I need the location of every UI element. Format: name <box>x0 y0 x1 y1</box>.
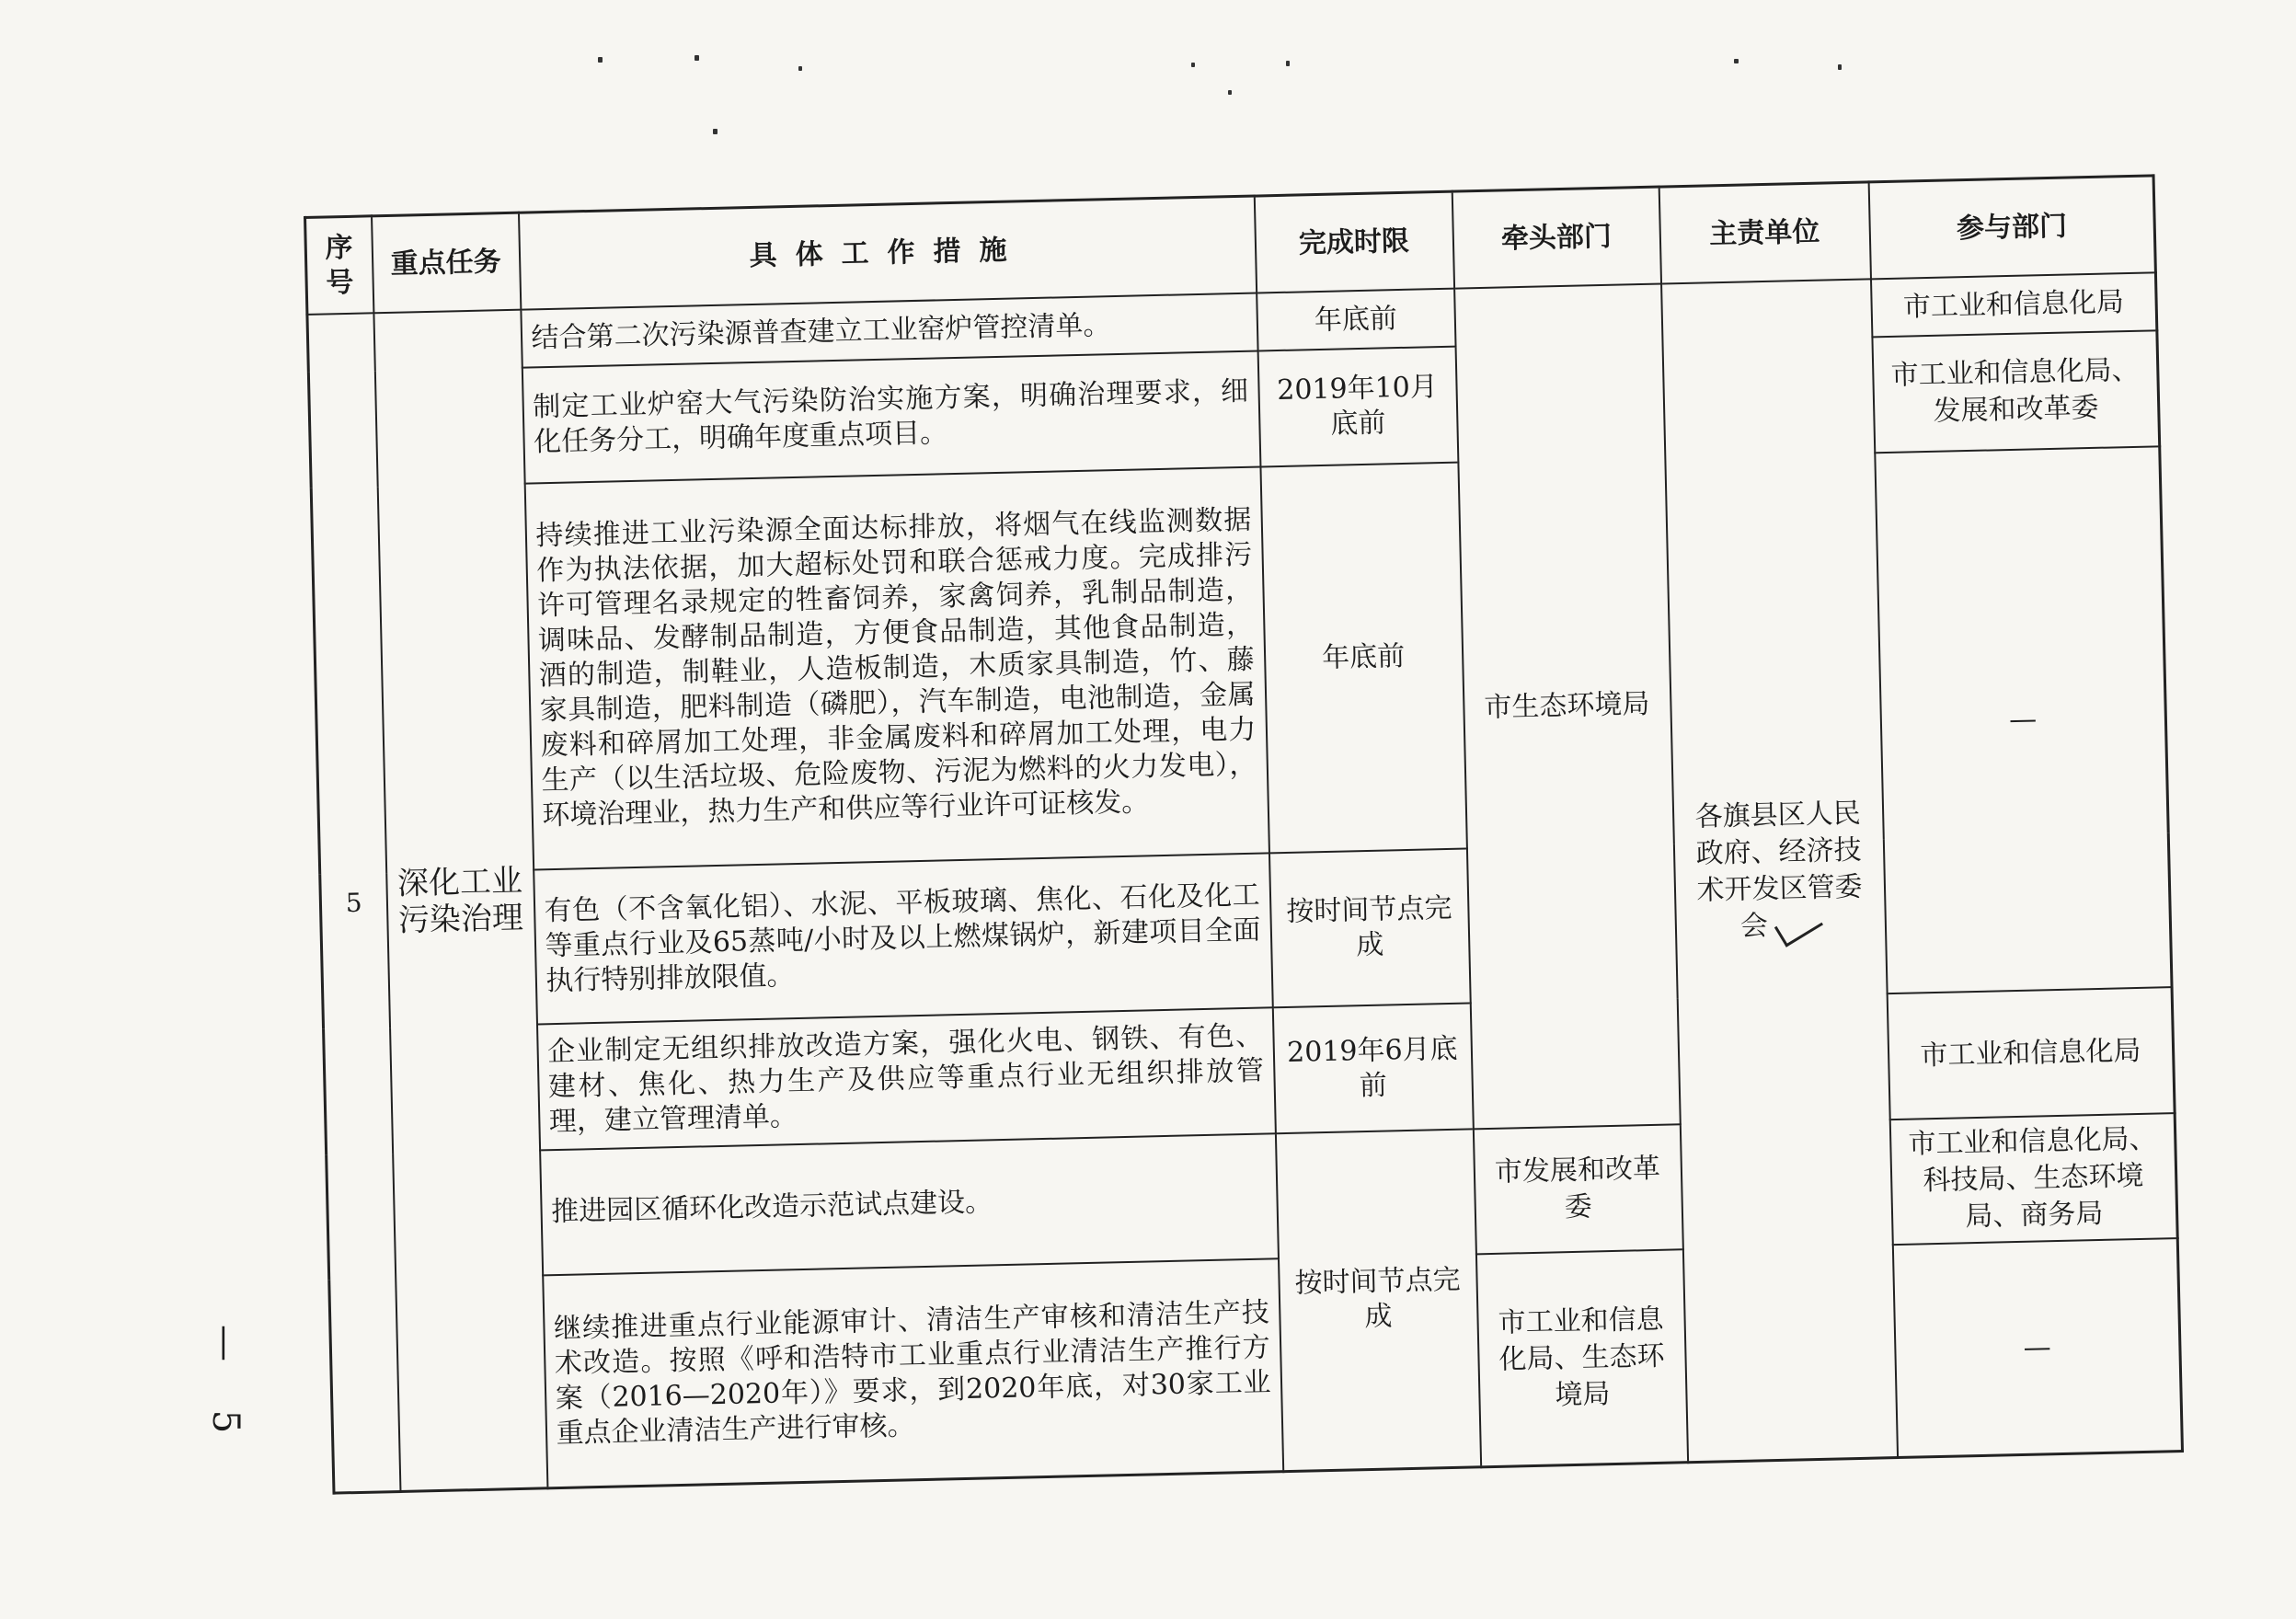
header-no: 序号 <box>305 216 373 315</box>
deadline-cell: 按时间节点完成 <box>1269 849 1470 1008</box>
scan-speck <box>1734 59 1739 63</box>
deadline-cell: 年底前 <box>1260 463 1466 854</box>
scan-speck <box>598 57 603 63</box>
page-number: — 5 <box>204 1325 247 1453</box>
measure-cell: 继续推进重点行业能源审计、清洁生产审核和清洁生产技术改造。按照《呼和浩特市工业重点行业清洁生产推行方案（2016—2020年）》要求，到2020年底，对30家工业重点企业清洁生产进行审核。 <box>543 1259 1283 1488</box>
participant-cell: — <box>1875 446 2172 993</box>
deadline-cell: 按时间节点完成 <box>1275 1129 1480 1471</box>
deadline-cell: 年底前 <box>1257 289 1455 351</box>
scan-speck <box>713 129 718 134</box>
scan-speck <box>1286 61 1290 66</box>
participant-cell: 市工业和信息化局、科技局、生态环境局、商务局 <box>1889 1113 2177 1246</box>
header-participants: 参与部门 <box>1868 176 2155 280</box>
header-task: 重点任务 <box>372 212 521 313</box>
measure-cell: 持续推进工业污染源全面达标排放，将烟气在线监测数据作为执法依据，加大超标处罚和联合惩戒力度。完成排污许可管理名录规定的牲畜饲养，家禽饲养，乳制品制造，调味品、发酵制品制造，方便食品制造，其他食品制造，酒的制造，制鞋业，人造板制造，木质家具制造，竹、藤家具制造，肥料制造（磷肥），汽车制造，电池制造，金属废料和碎屑加工处理，非金属废料和碎屑加工处理，电力生产（以生活垃圾、危险废物、污泥为燃料的火力发电），环境治理业，热力生产和供应等行业许可证核发。 <box>524 467 1269 870</box>
lead-department: 市工业和信息化局、生态环境局 <box>1475 1250 1687 1467</box>
participant-cell: 市工业和信息化局 <box>1887 987 2175 1120</box>
measure-cell: 有色（不含氧化铝）、水泥、平板玻璃、焦化、石化及化工等重点行业及65蒸吨/小时及以上燃煤锅炉，新建项目全面执行特别排放限值。 <box>534 854 1273 1025</box>
lead-department: 市生态环境局 <box>1454 284 1681 1130</box>
row-number: 5 <box>307 313 400 1493</box>
responsible-text: 各旗县区人民政府、经济技术开发区管委会 <box>1694 797 1863 943</box>
header-responsible: 主责单位 <box>1659 182 1870 284</box>
deadline-cell: 2019年6月底前 <box>1272 1004 1473 1133</box>
participant-cell: 市工业和信息化局 <box>1870 272 2156 337</box>
participant-cell: — <box>1892 1238 2182 1457</box>
scan-speck <box>1191 63 1195 67</box>
measure-cell: 企业制定无组织排放改造方案，强化火电、钢铁、有色、建材、焦化、热力生产及供应等重点行业无组织排放管理，建立管理清单。 <box>537 1008 1276 1151</box>
document-table <box>304 174 2181 1494</box>
measure-cell: 结合第二次污染源普查建立工业窑炉管控清单。 <box>521 293 1257 368</box>
participant-cell: 市工业和信息化局、发展和改革委 <box>1872 330 2160 453</box>
header-lead: 牵头部门 <box>1452 187 1660 289</box>
header-deadline: 完成时限 <box>1254 191 1453 293</box>
checkmark-icon <box>1774 905 1823 947</box>
header-measures: 具体工作措施 <box>518 196 1256 310</box>
lead-department: 市发展和改革委 <box>1473 1124 1682 1255</box>
responsible-unit <box>1661 279 1898 1462</box>
scan-speck <box>798 66 802 71</box>
table-row <box>311 446 2168 875</box>
task-table <box>304 174 2184 1494</box>
scan-speck <box>1228 90 1232 95</box>
deadline-cell: 2019年10月底前 <box>1257 347 1458 467</box>
scan-speck <box>695 55 699 61</box>
task-name: 深化工业污染治理 <box>373 310 547 1492</box>
scan-speck <box>1838 64 1842 70</box>
table-row <box>329 1238 2183 1493</box>
measure-cell: 推进园区循环化改造示范试点建设。 <box>540 1133 1279 1276</box>
measure-cell: 制定工业炉窑大气污染防治实施方案，明确治理要求，细化任务分工，明确年度重点项目。 <box>522 351 1260 484</box>
